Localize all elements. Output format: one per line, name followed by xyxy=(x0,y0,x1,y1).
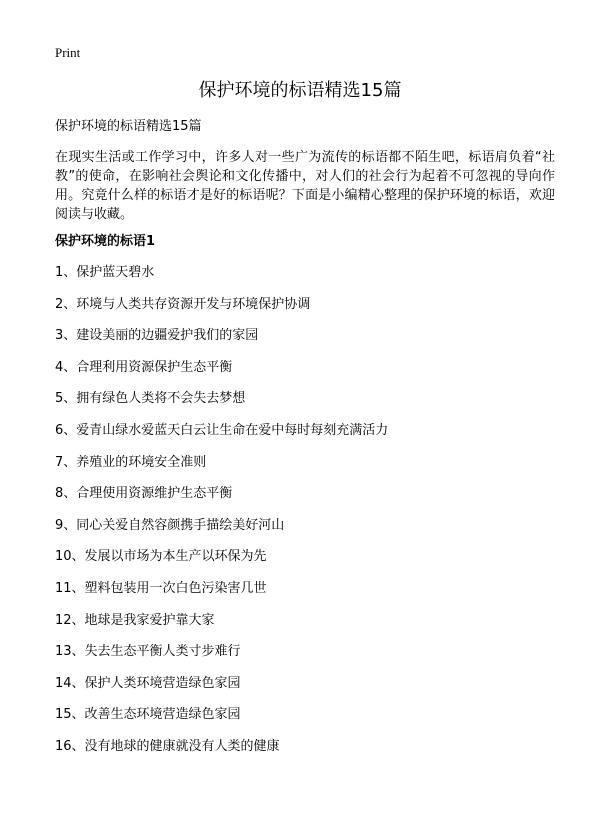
slogan-item: 6、爱青山绿水爱蓝天白云让生命在爱中每时每刻充满活力 xyxy=(55,422,389,438)
article-subtitle: 保护环境的标语精选15篇 xyxy=(55,119,202,134)
intro-paragraph: 在现实生活或工作学习中，许多人对一些广为流传的标语都不陌生吧，标语肩负着“社教”的使命，在影响社会舆论和文化传播中，对人们的社会行为起着不可忽视的导向作用。究竟什么样的标语才是好的标语呢？下面是小编精心整理的保护环境的标语，欢迎阅读与收藏。 xyxy=(55,150,555,222)
slogan-item: 11、塑料包装用一次白色污染害几世 xyxy=(55,580,267,596)
slogan-item: 2、环境与人类共存资源开发与环境保护协调 xyxy=(55,296,311,312)
slogan-item: 14、保护人类环境营造绿色家园 xyxy=(55,675,241,691)
slogan-list xyxy=(55,264,388,770)
slogan-item: 15、改善生态环境营造绿色家园 xyxy=(55,707,241,723)
slogan-item: 16、没有地球的健康就没有人类的健康 xyxy=(55,738,280,754)
slogan-item: 3、建设美丽的边疆爱护我们的家园 xyxy=(55,328,259,344)
slogan-item: 5、拥有绿色人类将不会失去梦想 xyxy=(55,391,246,407)
print-link[interactable]: Print xyxy=(55,45,81,60)
slogan-item: 1、保护蓝天碧水 xyxy=(55,265,155,280)
slogan-item: 4、合理利用资源保护生态平衡 xyxy=(55,359,233,375)
slogan-item: 12、地球是我家爱护靠大家 xyxy=(55,612,215,628)
slogan-item: 10、发展以市场为本生产以环保为先 xyxy=(55,549,267,565)
slogan-item: 8、合理使用资源维护生态平衡 xyxy=(55,486,233,502)
section-heading: 保护环境的标语1 xyxy=(55,234,156,249)
slogan-item: 13、失去生态平衡人类寸步难行 xyxy=(55,644,241,660)
slogan-item: 9、同心关爱自然容颜携手描绘美好河山 xyxy=(55,517,285,533)
page-title: 保护环境的标语精选15篇 xyxy=(198,80,402,101)
slogan-item: 7、养殖业的环境安全准则 xyxy=(55,454,207,470)
